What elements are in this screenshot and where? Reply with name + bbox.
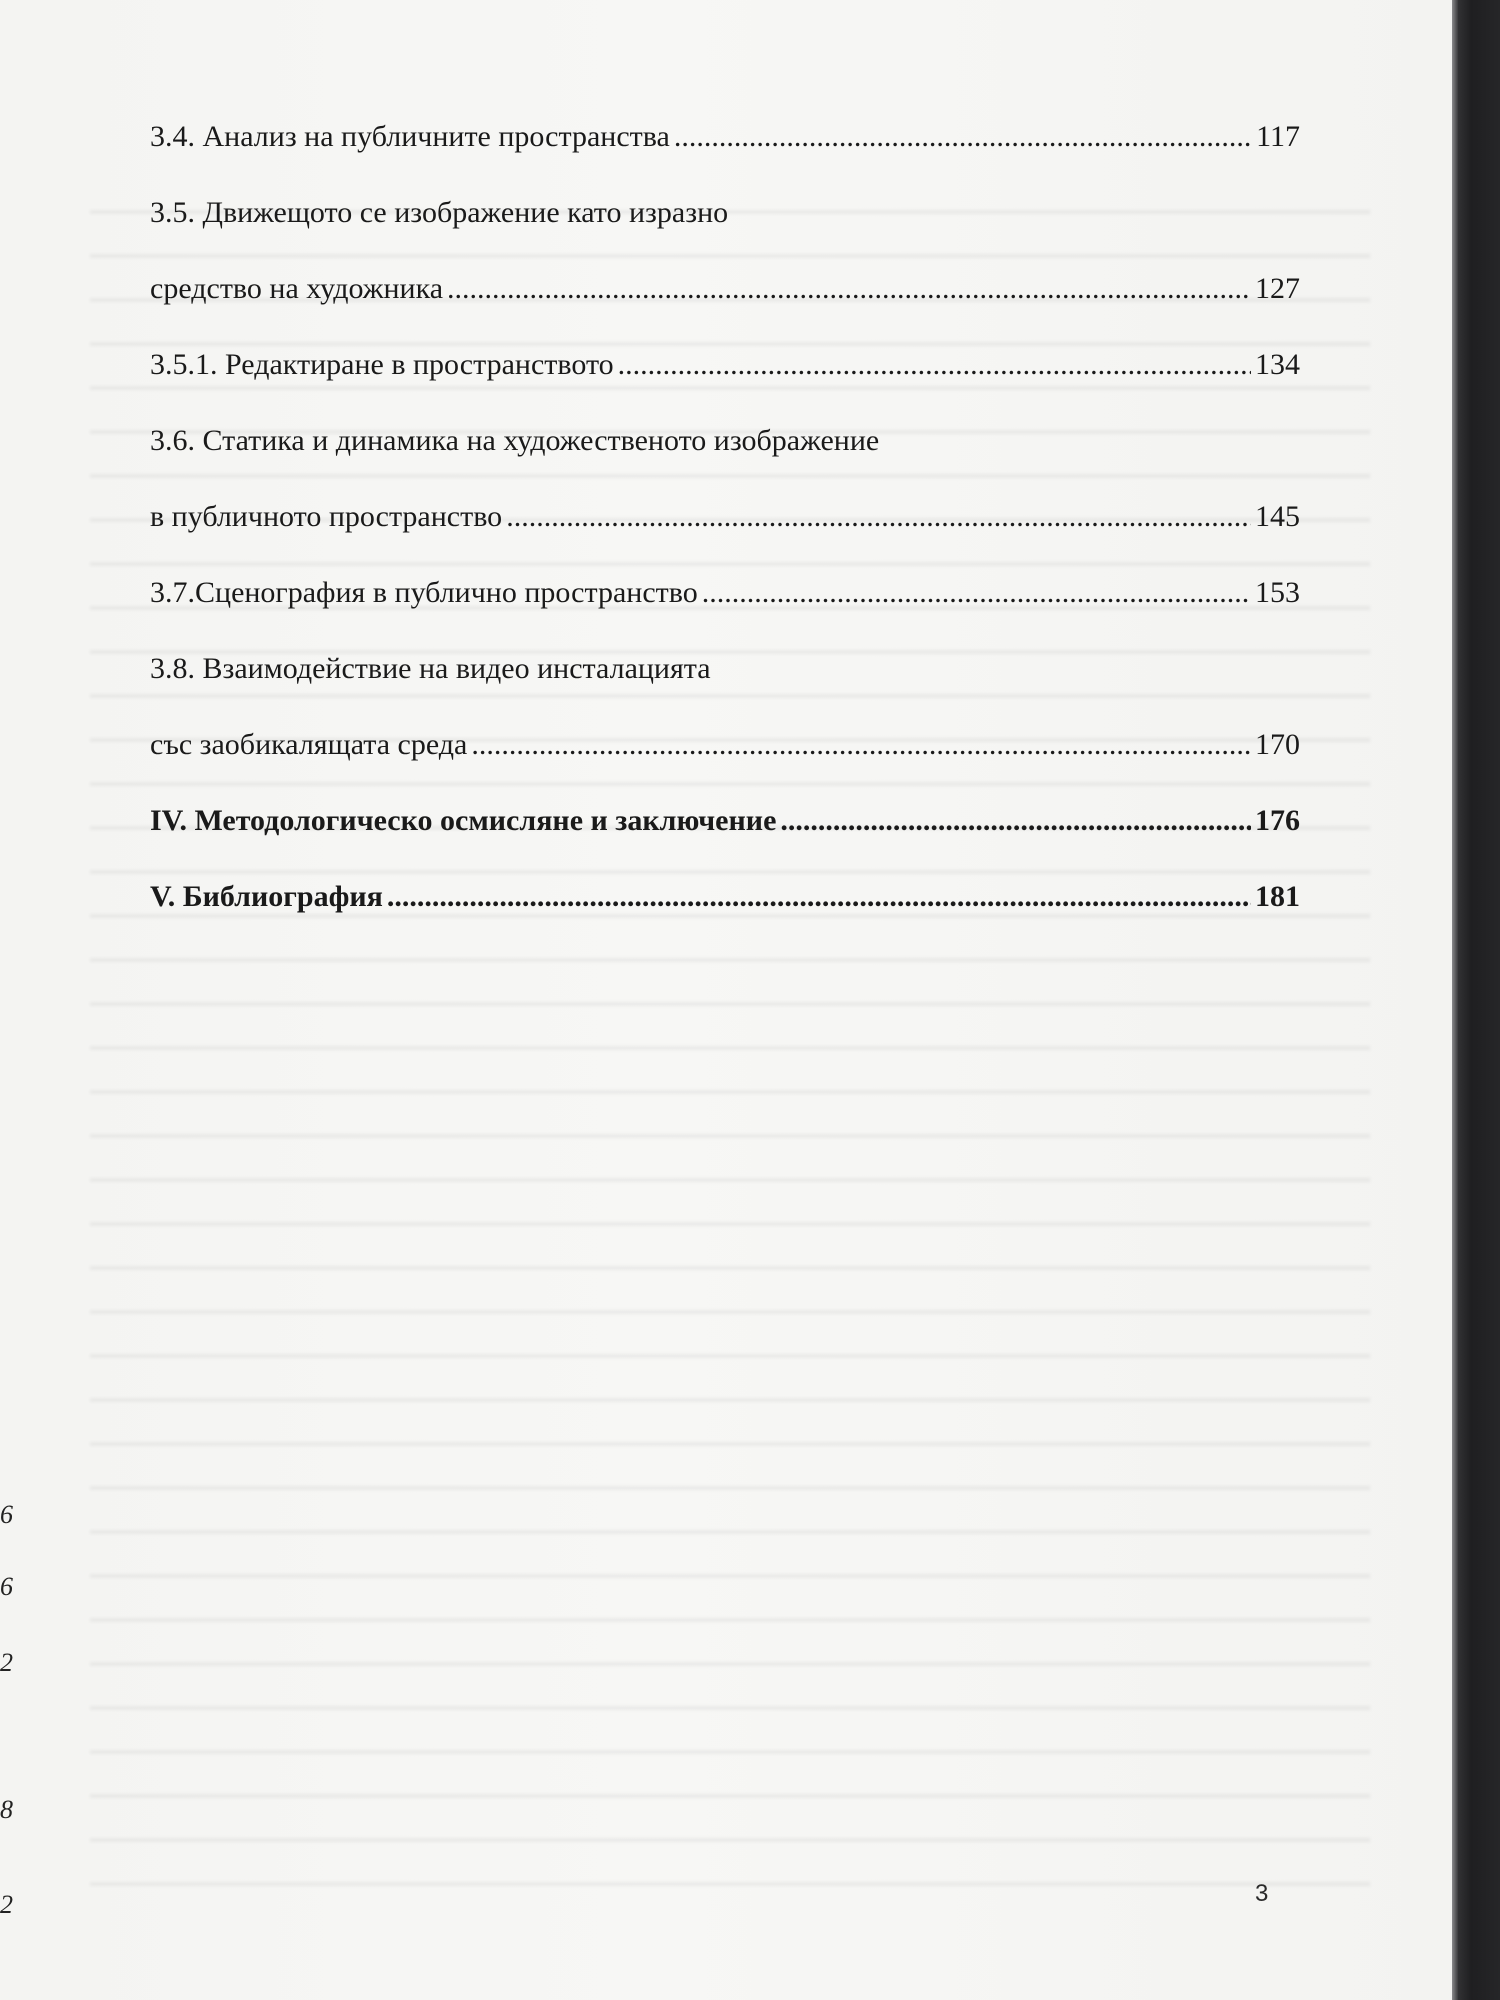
toc-entry-title: 3.4. Анализ на публичните пространства <box>150 120 670 153</box>
toc-entry-title: в публичното пространство <box>150 500 503 533</box>
toc-chapter-entry <box>150 872 1300 948</box>
toc-entry-page: 134 <box>1255 348 1300 381</box>
toc-entry-page: 117 <box>1256 120 1300 153</box>
toc-entry-title: средство на художника <box>150 272 444 305</box>
dot-leader <box>702 568 1251 618</box>
dot-leader <box>618 340 1251 390</box>
left-margin-digits <box>0 0 30 2000</box>
toc-entry <box>150 416 1300 492</box>
margin-digit: 2 <box>0 1890 13 1919</box>
dot-leader <box>447 264 1251 314</box>
toc-entry-page: 170 <box>1255 728 1300 761</box>
dot-leader <box>506 492 1251 542</box>
toc-entry-title: IV. Методологическо осмисляне и заключение <box>150 804 777 837</box>
toc-chapter-entry <box>150 796 1300 872</box>
toc-entry <box>150 264 1300 340</box>
toc-entry-page: 181 <box>1255 880 1300 913</box>
toc-entry-page: 127 <box>1255 272 1300 305</box>
margin-digit: 6 <box>0 1572 13 1601</box>
toc-entry <box>150 568 1300 644</box>
toc-entry <box>150 340 1300 416</box>
dot-leader <box>780 796 1251 846</box>
toc-entry-title: със заобикалящата среда <box>150 728 468 761</box>
dot-leader <box>674 112 1252 162</box>
dot-leader <box>471 720 1251 770</box>
toc-entry <box>150 492 1300 568</box>
toc-entry <box>150 188 1300 264</box>
page-number: 3 <box>1255 1880 1269 1907</box>
toc-entry-title: 3.8. Взаимодействие на видео инсталацията <box>150 652 711 685</box>
toc-entry-page: 153 <box>1255 576 1300 609</box>
toc-entry-page: 145 <box>1255 500 1300 533</box>
book-edge <box>1452 0 1500 2000</box>
margin-digit: 8 <box>0 1795 13 1824</box>
dot-leader <box>387 872 1251 922</box>
toc-entry <box>150 720 1300 796</box>
toc-entry-page: 176 <box>1255 804 1300 837</box>
toc-entry-title: V. Библиография <box>150 880 383 913</box>
toc-entry-title: 3.5.1. Редактиране в пространството <box>150 348 614 381</box>
toc-entry-title: 3.6. Статика и динамика на художественото изображение <box>150 424 880 457</box>
toc-entry-title: 3.5. Движещото се изображение като изразно <box>150 196 729 229</box>
toc-entry <box>150 644 1300 720</box>
table-of-contents <box>150 112 1300 948</box>
toc-entry-title: 3.7.Сценография в публично пространство <box>150 576 698 609</box>
margin-digit: 2 <box>0 1648 13 1677</box>
margin-digit: 6 <box>0 1500 13 1529</box>
toc-entry <box>150 112 1300 188</box>
